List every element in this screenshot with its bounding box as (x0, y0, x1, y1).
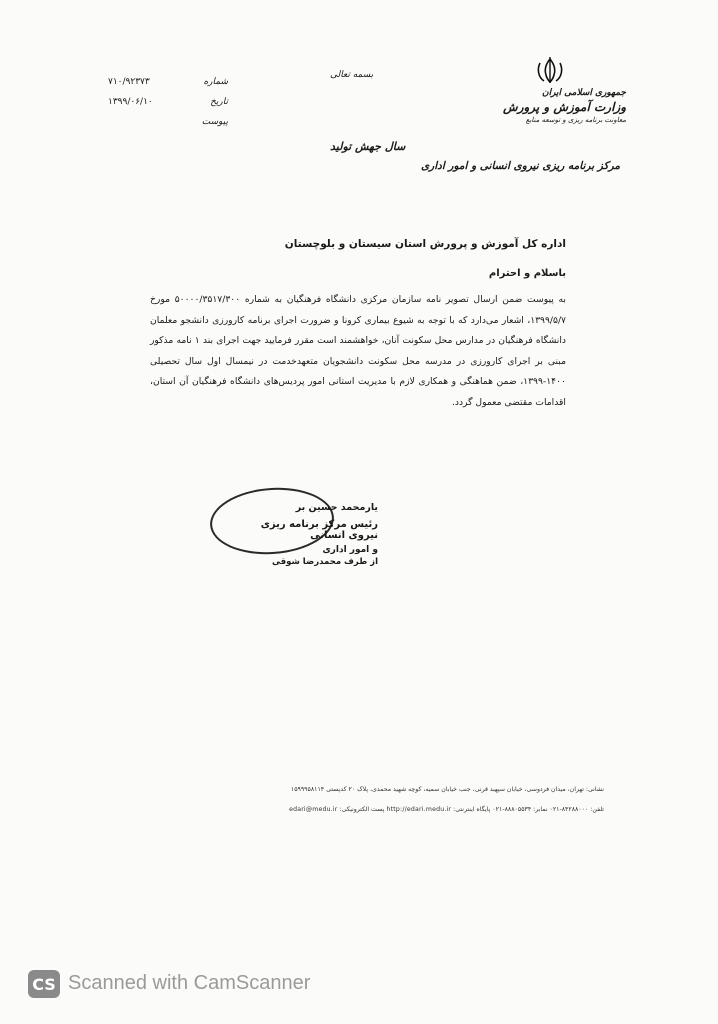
iran-emblem-icon (532, 55, 568, 85)
signature-block (228, 502, 378, 567)
date-value: ۱۳۹۹/۰۶/۱۰ (108, 97, 153, 107)
letter-body: به پیوست ضمن ارسال تصویر نامه سازمان مرکزی دانشگاه فرهنگیان به شماره ۵۰۰۰۰/۳۵۱۷/۳۰۰ مورخ ۱۳۹۹/۵/۷، اشعار می‌دارد که با توجه به شیوع بیماری کرونا و ضرورت اجرای برنامه کارورزی دانشجو معلمان دانشگاه فرهنگیان در مدارس محل سکونت آنان، خواهشمند است مقرر فرمایید جهت اجرای بند ۱ نامه مذکور مبنی بر اجرای کارورزی در مدرسه محل سکونت دانشجویان متعهدخدمت در نیمسال اول سال تحصیلی ۱۴۰۰-۱۳۹۹، ضمن هماهنگی و همکاری لازم با مدیریت استانی امور پردیس‌های دانشگاه فرهنگیان آن استان، اقدامات مقتضی معمول گردد. (150, 294, 566, 408)
footer-line1: نشانی: تهران، میدان فردوسی، خیابان سپهبد قرنی، جنب خیابان سمیه، کوچه شهید محمدی، پلاک ۲۰ کدپستی ۱۵۹۹۹۵۸۱۱۴ (290, 786, 604, 793)
date-row (108, 92, 228, 112)
year-motto: سال جهش تولید (330, 140, 406, 153)
date-label: تاریخ (210, 97, 228, 107)
scanner-watermark: Scanned with CamScanner (68, 972, 311, 994)
number-label: شماره (203, 77, 228, 87)
on-behalf-of: از طرف محمدرضا شوقی (271, 557, 378, 567)
recipient: اداره کل آموزش و پرورش استان سیستان و بلوچستان (284, 238, 566, 250)
gov-line2: وزارت آموزش و پرورش (503, 100, 626, 114)
bismillah: بسمه تعالی (330, 70, 374, 80)
footer-address (118, 780, 604, 820)
greeting: باسلام و احترام (488, 268, 566, 279)
footer-line2: تلفن: ۸۴۲۸۸۰۰۰-۰۲۱ نمابر: ۸۸۸۰۵۵۳۴-۰۲۱ پایگاه اینترنتی: http://edari.medu.ir پست الکترونیکی: edari@medu.ir (289, 806, 604, 813)
camscanner-logo-icon: CS (28, 970, 60, 998)
attachment-label: پیوست (201, 117, 228, 127)
gov-line1: جمهوری اسلامی ایران (541, 88, 626, 98)
attachment-row (108, 112, 228, 132)
letter-meta (108, 72, 228, 132)
gov-line3: معاونت برنامه ریزی و توسعه منابع (525, 116, 626, 124)
signer-title-line1: رئیس مرکز برنامه ریزی نیروی انسانی (260, 519, 378, 541)
signer-title-line2: و امور اداری (322, 545, 378, 555)
signer-name: یارمحمد حسین بر (295, 502, 378, 513)
ministry-header (503, 88, 626, 124)
number-row (108, 72, 228, 92)
number-value: ۷۱۰/۹۲۳۷۳ (108, 77, 150, 87)
organization-name: مرکز برنامه ریزی نیروی انسانی و امور اداری (420, 160, 620, 172)
